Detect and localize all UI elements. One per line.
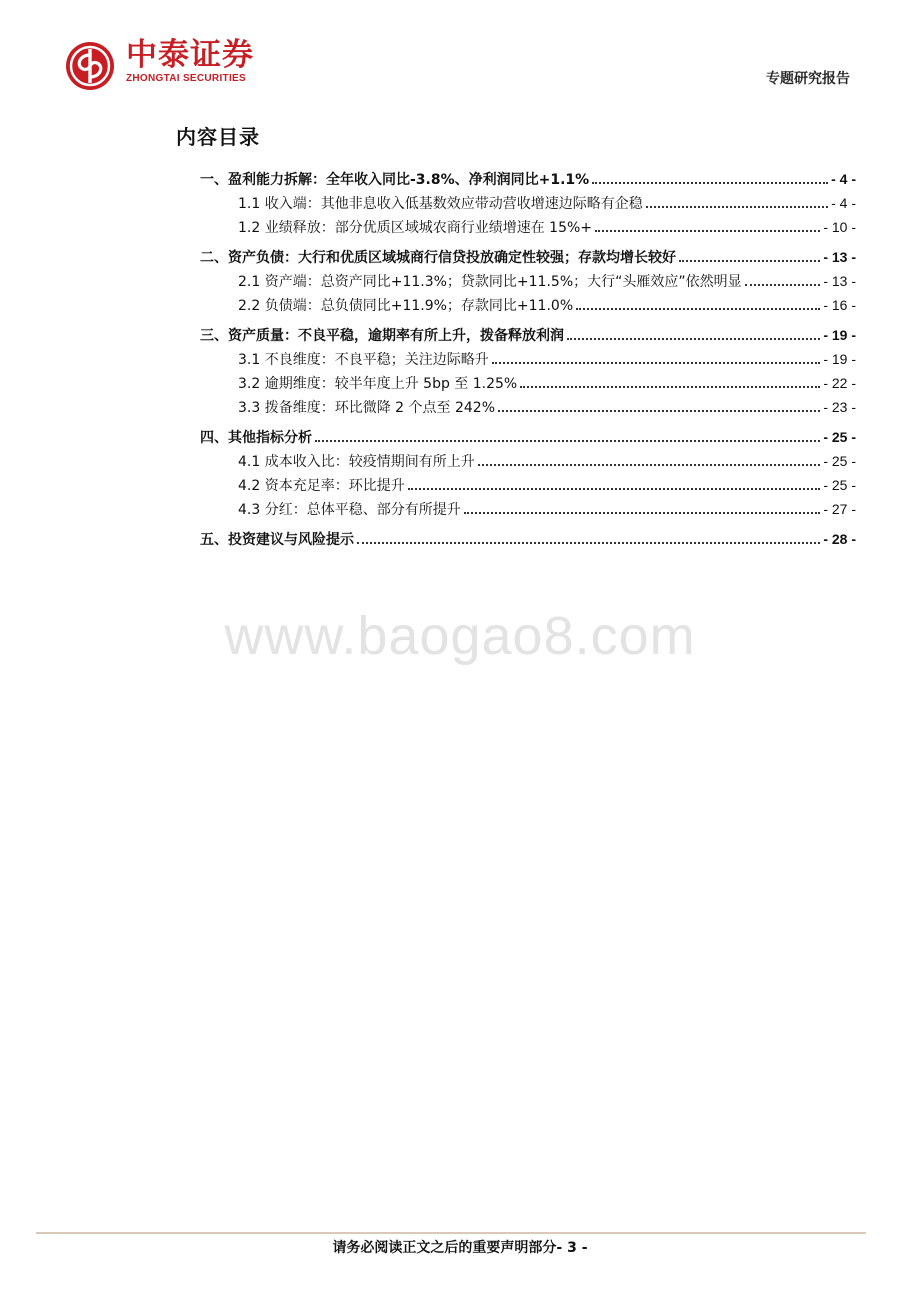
toc-page-number: - 4 - xyxy=(831,195,856,211)
toc-section-entry[interactable] xyxy=(200,322,856,346)
toc-entry-title: 4.1 成本收入比：较疫情期间有所上升 xyxy=(238,454,475,470)
toc-dot-leader xyxy=(646,190,828,208)
toc-dot-leader xyxy=(520,370,820,388)
toc-page-number: - 13 - xyxy=(823,273,856,289)
toc-page-number: - 25 - xyxy=(823,477,856,493)
toc-entry-title: 五、投资建议与风险提示 xyxy=(200,532,354,548)
toc-dot-leader xyxy=(492,346,821,364)
toc-page-number: - 23 - xyxy=(823,399,856,415)
toc-subsection-entry[interactable] xyxy=(200,214,856,238)
toc-entry-title: 3.2 逾期维度：较半年度上升 5bp 至 1.25% xyxy=(238,376,518,392)
brand-name-en: ZHONGTAI SECURITIES xyxy=(126,73,246,84)
toc-section-entry[interactable] xyxy=(200,166,856,190)
toc-page-number: - 19 - xyxy=(823,327,856,343)
toc-page-number: - 25 - xyxy=(823,429,856,445)
toc-entry-title: 1.2 业绩释放：部分优质区域城农商行业绩增速在 15%+ xyxy=(238,220,593,236)
toc-subsection-entry[interactable] xyxy=(200,268,856,292)
zhongtai-logo-icon xyxy=(64,40,116,92)
brand-name-cn: 中泰证券 xyxy=(126,37,254,73)
toc-subsection-entry[interactable] xyxy=(200,190,856,214)
toc-dot-leader xyxy=(464,496,821,514)
toc-entry-title: 4.3 分红：总体平稳、部分有所提升 xyxy=(238,502,461,518)
toc-dot-leader xyxy=(478,448,821,466)
toc-page-number: - 19 - xyxy=(823,351,856,367)
table-of-contents xyxy=(200,166,856,550)
toc-section-entry[interactable] xyxy=(200,244,856,268)
toc-entry-title: 二、资产负债：大行和优质区域城商行信贷投放确定性较强；存款均增长较好 xyxy=(200,250,676,266)
toc-page-number: - 22 - xyxy=(823,375,856,391)
toc-subsection-entry[interactable] xyxy=(200,496,856,520)
toc-page-number: - 27 - xyxy=(823,501,856,517)
toc-dot-leader xyxy=(315,424,820,442)
toc-dot-leader xyxy=(679,244,820,262)
page-header xyxy=(0,0,920,100)
toc-dot-leader xyxy=(592,166,828,184)
toc-entry-title: 4.2 资本充足率：环比提升 xyxy=(238,478,405,494)
toc-dot-leader xyxy=(357,526,820,544)
toc-entry-title: 2.1 资产端：总资产同比+11.3%；贷款同比+11.5%；大行“头雁效应”依然明显 xyxy=(238,274,742,290)
toc-subsection-entry[interactable] xyxy=(200,448,856,472)
toc-page-number: - 16 - xyxy=(823,297,856,313)
toc-dot-leader xyxy=(576,292,820,310)
toc-entry-title: 1.1 收入端：其他非息收入低基数效应带动营收增速边际略有企稳 xyxy=(238,196,643,212)
toc-dot-leader xyxy=(745,268,821,286)
report-type-label: 专题研究报告 xyxy=(766,71,850,87)
toc-subsection-entry[interactable] xyxy=(200,472,856,496)
toc-entry-title: 三、资产质量：不良平稳，逾期率有所上升，拨备释放利润 xyxy=(200,328,564,344)
toc-entry-title: 2.2 负债端：总负债同比+11.9%；存款同比+11.0% xyxy=(238,298,574,314)
toc-dot-leader xyxy=(567,322,820,340)
toc-page-number: - 10 - xyxy=(823,219,856,235)
toc-dot-leader xyxy=(595,214,820,232)
toc-section-entry[interactable] xyxy=(200,526,856,550)
toc-subsection-entry[interactable] xyxy=(200,292,856,316)
toc-entry-title: 3.1 不良维度：不良平稳；关注边际略升 xyxy=(238,352,489,368)
toc-entry-title: 四、其他指标分析 xyxy=(200,430,312,446)
toc-title: 内容目录 xyxy=(176,125,260,149)
footer-disclaimer: 请务必阅读正文之后的重要声明部分- 3 - xyxy=(332,1240,588,1256)
toc-dot-leader xyxy=(498,394,820,412)
toc-section-entry[interactable] xyxy=(200,424,856,448)
toc-subsection-entry[interactable] xyxy=(200,370,856,394)
watermark: www.baogao8.com xyxy=(224,606,696,666)
toc-page-number: - 13 - xyxy=(823,249,856,265)
toc-subsection-entry[interactable] xyxy=(200,346,856,370)
toc-page-number: - 25 - xyxy=(823,453,856,469)
toc-entry-title: 3.3 拨备维度：环比微降 2 个点至 242% xyxy=(238,400,495,416)
toc-page-number: - 28 - xyxy=(823,531,856,547)
toc-page-number: - 4 - xyxy=(831,171,856,187)
toc-entry-title: 一、盈利能力拆解：全年收入同比-3.8%、净利润同比+1.1% xyxy=(200,172,590,188)
toc-subsection-entry[interactable] xyxy=(200,394,856,418)
footer-divider xyxy=(36,1232,866,1234)
toc-dot-leader xyxy=(408,472,821,490)
